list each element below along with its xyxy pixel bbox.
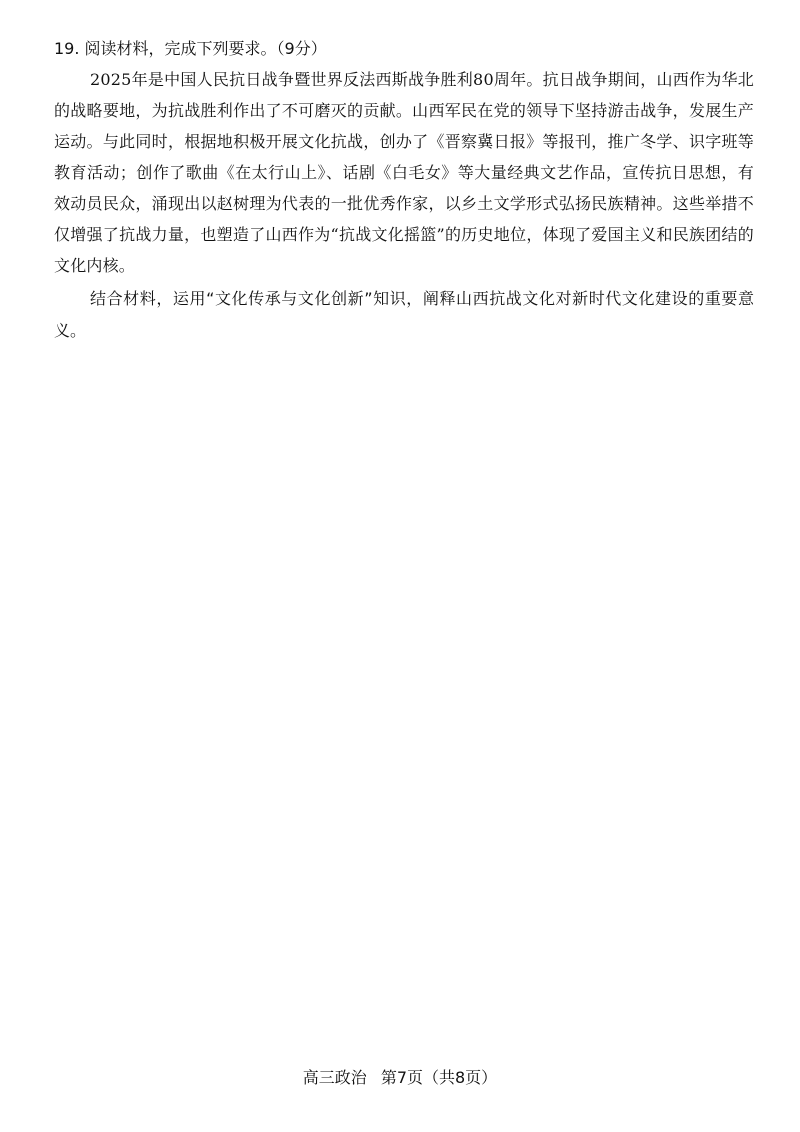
footer-subject: 高三政治 (302, 1068, 367, 1087)
question-header: 19. 阅读材料，完成下列要求。（9分） (54, 39, 327, 58)
footer-page-number: 第7页（共8页） (380, 1068, 498, 1087)
answer-space (54, 360, 754, 1060)
task-prompt: 结合材料，运用“文化传承与文化创新”知识，阐释山西抗战文化对新时代文化建设的重要意义。 (54, 289, 754, 340)
page-footer (0, 1066, 800, 1090)
question-19 (54, 34, 754, 347)
material-paragraph: 2025年是中国人民抗日战争暨世界反法西斯战争胜利80周年。抗日战争期间，山西作为华北的战略要地，为抗战胜利作出了不可磨灭的贡献。山西军民在党的领导下坚持游击战争，发展生产运动。与此同时，根据地积极开展文化抗战，创办了《晋察冀日报》等报刊，推广冬学、识字班等教育活动；创作了歌曲《在太行山上》、话剧《白毛女》等大量经典文艺作品，宣传抗日思想，有效动员民众，涌现出以赵树理为代表的一批优秀作家，以乡土文学形式弘扬民族精神。这些举措不仅增强了抗战力量，也塑造了山西作为“抗战文化摇篮”的历史地位，体现了爱国主义和民族团结的文化内核。 (54, 70, 754, 275)
